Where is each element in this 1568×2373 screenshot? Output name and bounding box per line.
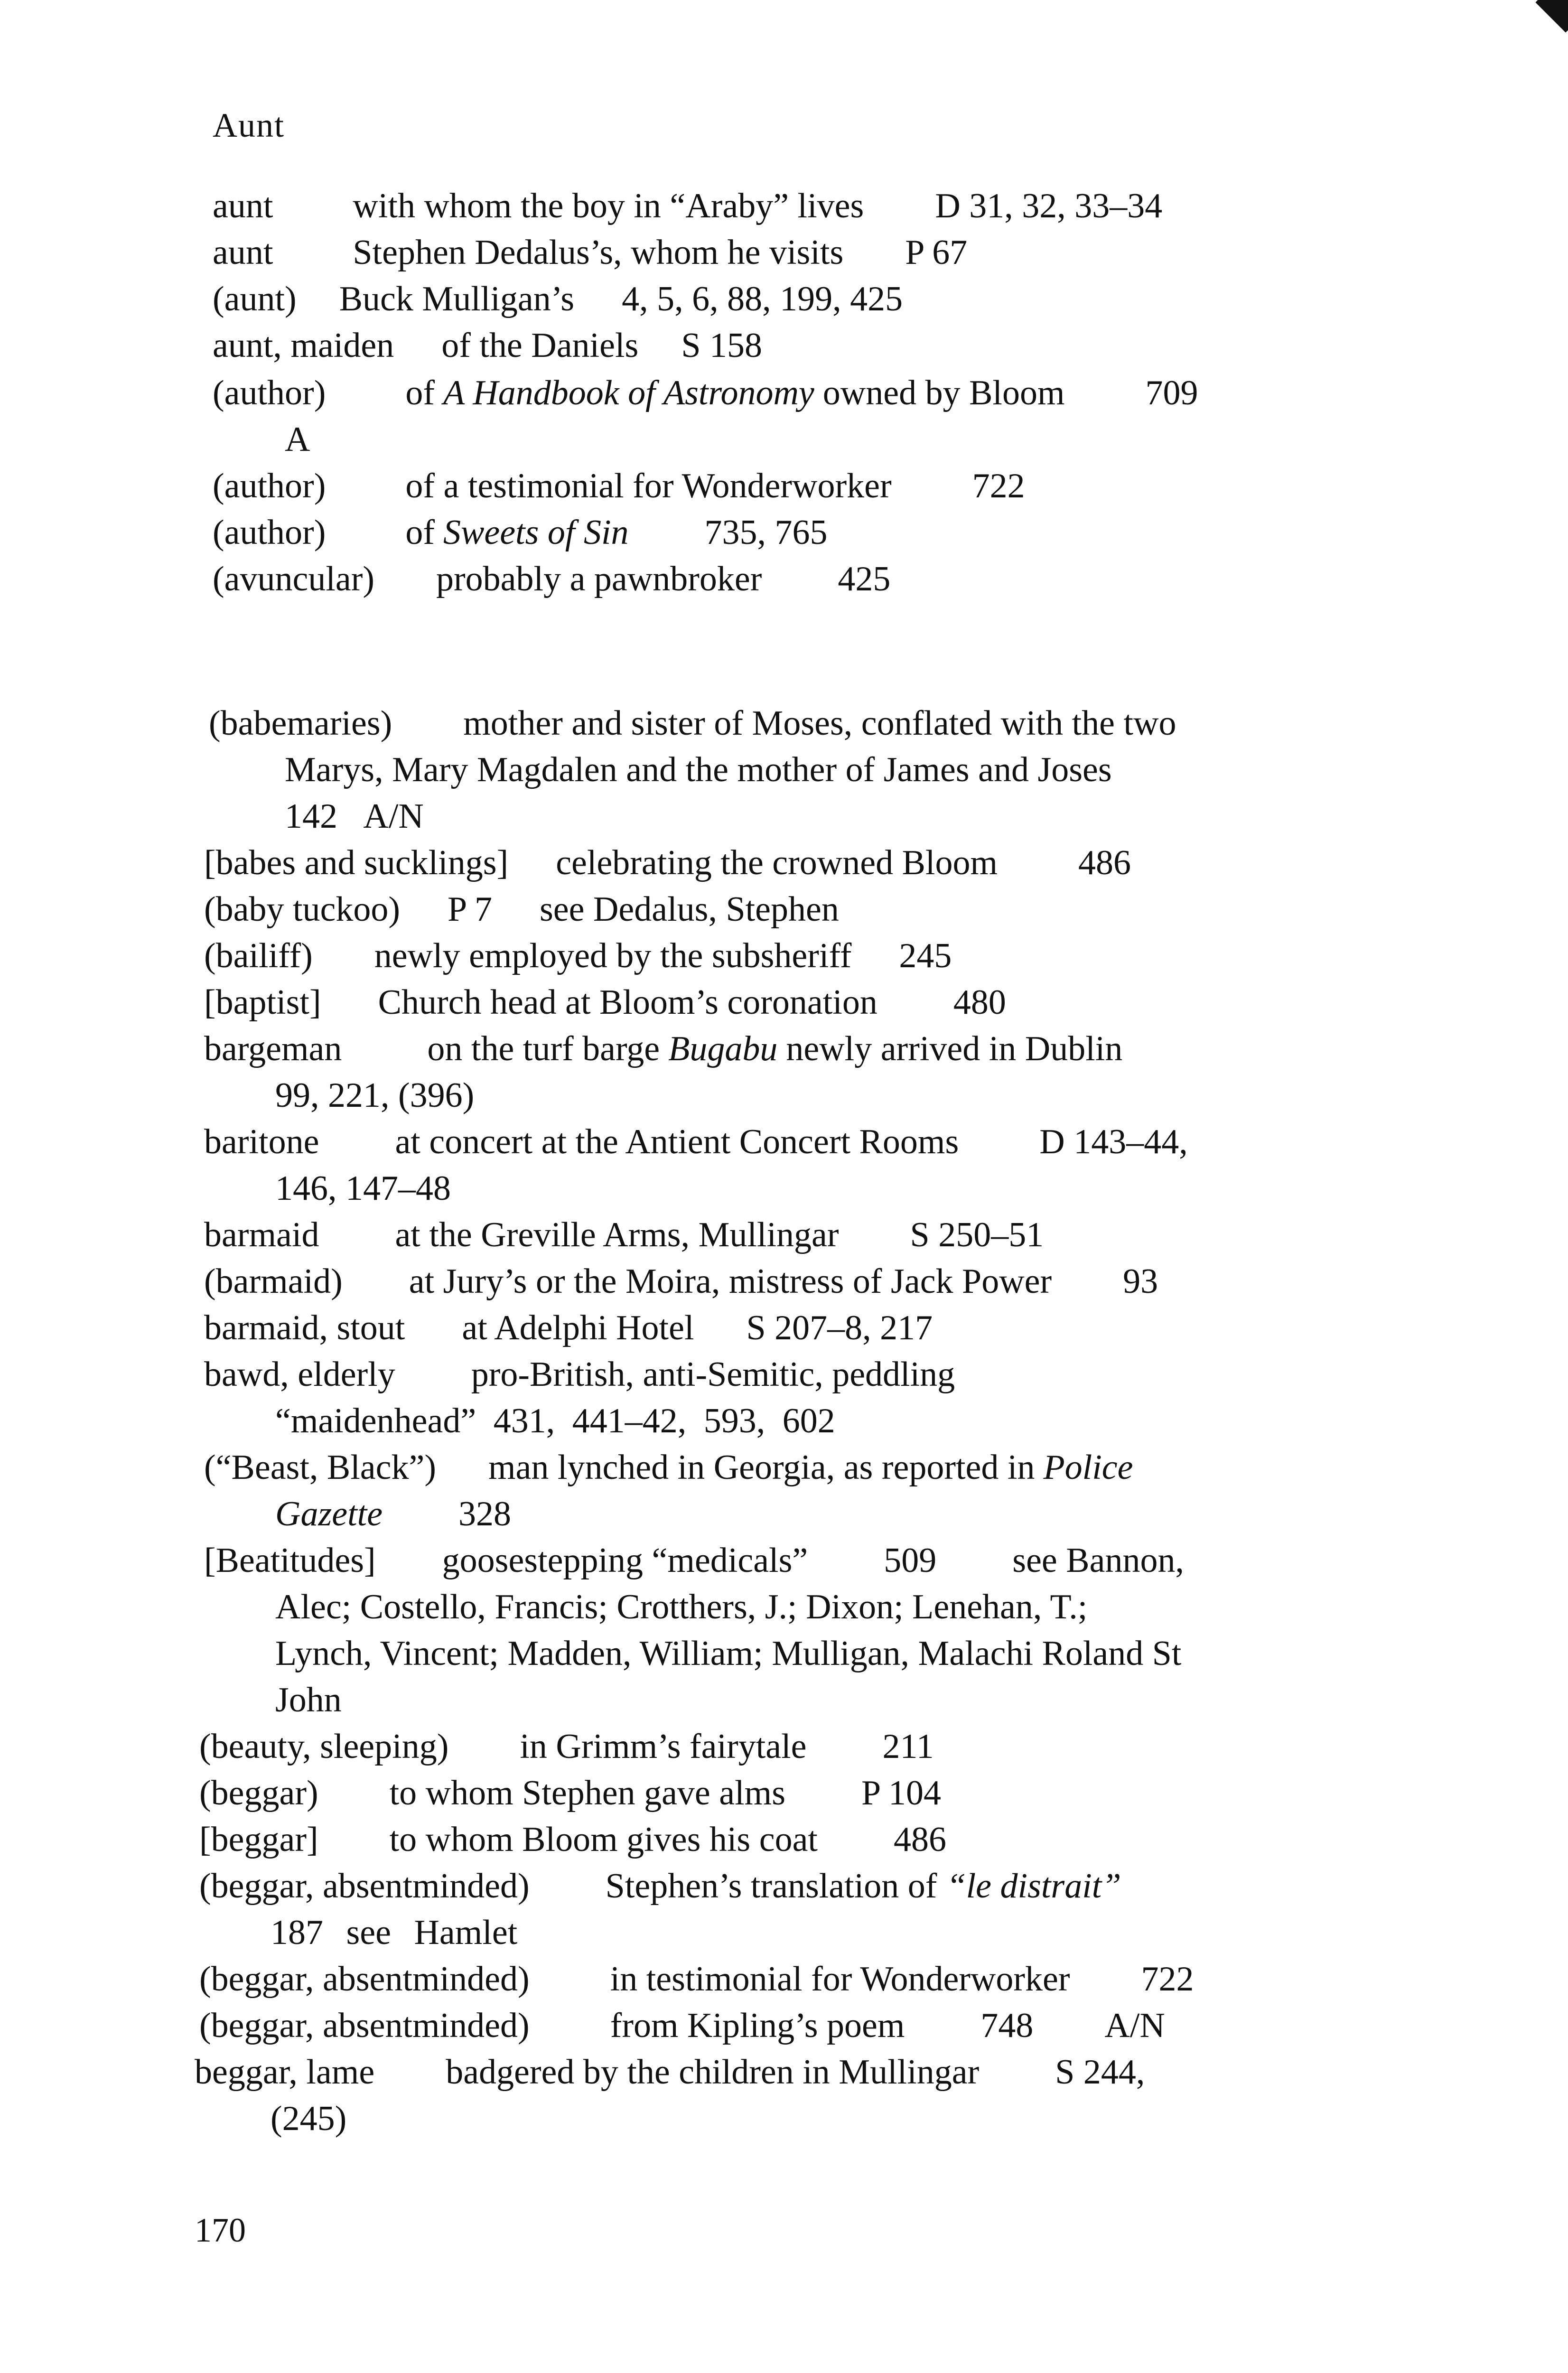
entry-desc: to whom Stephen gave alms xyxy=(389,1774,786,1812)
entry-desc-italic: “le distrait” xyxy=(946,1867,1121,1906)
entry-continuation: Marys, Mary Magdalen and the mother of James and Joses xyxy=(285,750,1112,789)
entry-desc: of a testimonial for Wonderworker xyxy=(405,467,892,505)
entry-refs: S 250–51 xyxy=(910,1215,1044,1254)
entry-continuation-italic: Gazette xyxy=(275,1495,383,1533)
entry-refs: see Dedalus, Stephen xyxy=(539,890,839,929)
entry-head: (beggar, absentminded) xyxy=(199,1960,530,1999)
entry-desc: of the Daniels xyxy=(441,326,639,365)
entry-continuation: 328 xyxy=(458,1495,512,1533)
entry-refs: 480 xyxy=(953,983,1006,1022)
entry-refs: P 104 xyxy=(861,1774,941,1812)
entry-desc: celebrating the crowned Bloom xyxy=(556,843,998,882)
index-entry xyxy=(213,463,1025,509)
entry-desc-pre: of xyxy=(405,513,435,552)
index-entry xyxy=(204,1212,1044,1258)
entry-desc: badgered by the children in Mullingar xyxy=(446,2053,980,2092)
entry-head: (barmaid) xyxy=(204,1262,343,1301)
entry-head: (author) xyxy=(213,467,326,505)
entry-desc: at Adelphi Hotel xyxy=(462,1308,694,1347)
index-entry xyxy=(204,979,1006,1026)
entry-continuation: A xyxy=(285,420,310,459)
index-entry xyxy=(209,700,1176,747)
entry-refs: S 207–8, 217 xyxy=(746,1308,933,1347)
index-entry xyxy=(213,556,890,602)
entry-continuation: John xyxy=(275,1681,342,1719)
entry-refs: 735, 765 xyxy=(704,513,828,552)
entry-head: aunt xyxy=(213,187,273,225)
entry-desc: from Kipling’s poem xyxy=(610,2006,905,2045)
entry-see-also: A/N xyxy=(1104,2006,1165,2045)
entry-refs: 722 xyxy=(972,467,1025,505)
entry-continuation: Alec; Costello, Francis; Crotthers, J.; Dixon; Lenehan, T.; xyxy=(275,1588,1088,1626)
index-entry xyxy=(213,183,1162,229)
entry-head: aunt, maiden xyxy=(213,326,394,365)
entry-head: (beauty, sleeping) xyxy=(199,1727,449,1766)
entry-head: baritone xyxy=(204,1122,319,1161)
entry-desc: goosestepping “medicals” xyxy=(442,1541,808,1580)
entry-refs: 4, 5, 6, 88, 199, 425 xyxy=(622,280,903,318)
entry-see-also: see Bannon, xyxy=(1012,1541,1184,1580)
entry-continuation: 187 see Hamlet xyxy=(271,1913,518,1952)
entry-continuation: Lynch, Vincent; Madden, William; Mulligan, Malachi Roland St xyxy=(275,1634,1182,1673)
entry-desc: at the Greville Arms, Mullingar xyxy=(395,1215,839,1254)
index-entry xyxy=(199,2002,1165,2049)
entry-head: (beggar) xyxy=(199,1774,318,1812)
entry-desc-italic: A Handbook of Astronomy xyxy=(443,374,814,412)
entry-desc: with whom the boy in “Araby” lives xyxy=(353,187,864,225)
entry-head: bargeman xyxy=(204,1029,342,1068)
entry-desc-post: owned by Bloom xyxy=(822,374,1065,412)
entry-head: (aunt) xyxy=(213,280,297,318)
entry-desc: to whom Bloom gives his coat xyxy=(389,1820,818,1859)
index-entry xyxy=(204,1119,1188,1165)
entry-refs: 211 xyxy=(882,1727,934,1766)
entry-continuation: (245) xyxy=(271,2099,347,2138)
index-entry xyxy=(204,1026,1122,1072)
index-entry xyxy=(204,1537,1184,1584)
entry-head: bawd, elderly xyxy=(204,1355,395,1394)
index-entry xyxy=(213,509,828,556)
entry-refs: P 67 xyxy=(905,233,968,272)
entry-refs: 709 xyxy=(1145,374,1198,412)
page-corner-mark xyxy=(1535,0,1568,33)
entry-refs: 486 xyxy=(1078,843,1131,882)
entry-desc: at Jury’s or the Moira, mistress of Jack Power xyxy=(409,1262,1052,1301)
index-entry xyxy=(199,1956,1194,2002)
entry-head: (author) xyxy=(213,374,326,412)
index-entry xyxy=(199,1723,934,1770)
index-entry xyxy=(204,933,952,979)
entry-head: (author) xyxy=(213,513,326,552)
entry-head: (“Beast, Black”) xyxy=(204,1448,436,1487)
entry-refs: 245 xyxy=(899,936,952,975)
entry-head: [babes and sucklings] xyxy=(204,843,509,882)
entry-refs: 509 xyxy=(884,1541,937,1580)
page-number: 170 xyxy=(195,2211,246,2249)
entry-desc: pro-British, anti-Semitic, peddling xyxy=(471,1355,955,1394)
entry-desc: P 7 xyxy=(448,890,492,929)
entry-refs: 486 xyxy=(893,1820,946,1859)
entry-refs: 93 xyxy=(1123,1262,1158,1301)
entry-desc-italic: Police xyxy=(1043,1448,1133,1487)
entry-desc: probably a pawnbroker xyxy=(436,560,762,598)
index-entry xyxy=(204,840,1131,886)
entry-desc-italic: Sweets of Sin xyxy=(443,513,629,552)
entry-continuation: “maidenhead” 431, 441–42, 593, 602 xyxy=(275,1401,835,1440)
entry-head: (babemaries) xyxy=(209,704,392,743)
entry-desc-italic: Bugabu xyxy=(668,1029,778,1068)
entry-continuation: 146, 147–48 xyxy=(275,1169,451,1208)
entry-head: (beggar, absentminded) xyxy=(199,1867,530,1906)
index-entry xyxy=(204,1444,1133,1491)
entry-desc: Stephen’s translation of xyxy=(605,1867,937,1906)
entry-head: aunt xyxy=(213,233,273,272)
index-entry xyxy=(199,1816,946,1863)
index-entry xyxy=(213,322,762,369)
entry-desc: Buck Mulligan’s xyxy=(339,280,575,318)
entry-desc: newly employed by the subsheriff xyxy=(374,936,852,975)
entry-continuation: 142 A/N xyxy=(285,797,424,836)
running-head: Aunt xyxy=(213,106,285,144)
index-entry xyxy=(199,1770,941,1816)
entry-head: barmaid, stout xyxy=(204,1308,405,1347)
entry-head: (beggar, absentminded) xyxy=(199,2006,530,2045)
index-entry xyxy=(213,276,903,322)
index-entry xyxy=(195,2049,1145,2095)
entry-head: (bailiff) xyxy=(204,936,313,975)
entry-continuation: 99, 221, (396) xyxy=(275,1076,475,1115)
entry-desc-post: newly arrived in Dublin xyxy=(786,1029,1123,1068)
entry-head: [Beatitudes] xyxy=(204,1541,376,1580)
index-entry xyxy=(213,370,1198,416)
entry-desc-pre: of xyxy=(405,374,435,412)
entry-desc: Stephen Dedalus’s, whom he visits xyxy=(353,233,844,272)
index-entry xyxy=(204,1305,933,1351)
entry-head: [baptist] xyxy=(204,983,321,1022)
entry-desc: in testimonial for Wonderworker xyxy=(610,1960,1070,1999)
index-entry xyxy=(204,1351,955,1398)
entry-refs: S 158 xyxy=(681,326,762,365)
entry-refs: 722 xyxy=(1141,1960,1194,1999)
entry-continuation-row xyxy=(275,1491,511,1537)
entry-refs: D 31, 32, 33–34 xyxy=(935,187,1163,225)
entry-refs: S 244, xyxy=(1055,2053,1145,2092)
entry-head: (baby tuckoo) xyxy=(204,890,401,929)
entry-desc: Church head at Bloom’s coronation xyxy=(378,983,877,1022)
entry-refs: 748 xyxy=(980,2006,1034,2045)
entry-refs: D 143–44, xyxy=(1039,1122,1188,1161)
entry-refs: 425 xyxy=(838,560,891,598)
entry-desc-pre: on the turf barge xyxy=(427,1029,660,1068)
entry-desc-pre: man lynched in Georgia, as reported in xyxy=(488,1448,1035,1487)
entry-head: beggar, lame xyxy=(195,2053,375,2092)
index-entry xyxy=(213,229,967,276)
index-entry xyxy=(204,886,839,933)
entry-head: (avuncular) xyxy=(213,560,375,598)
entry-desc: at concert at the Antient Concert Rooms xyxy=(395,1122,959,1161)
index-entry xyxy=(204,1258,1158,1305)
index-entry xyxy=(199,1863,1121,1909)
entry-head: barmaid xyxy=(204,1215,319,1254)
entry-desc: in Grimm’s fairytale xyxy=(520,1727,807,1766)
entry-desc: mother and sister of Moses, conflated with the two xyxy=(463,704,1176,743)
entry-head: [beggar] xyxy=(199,1820,318,1859)
